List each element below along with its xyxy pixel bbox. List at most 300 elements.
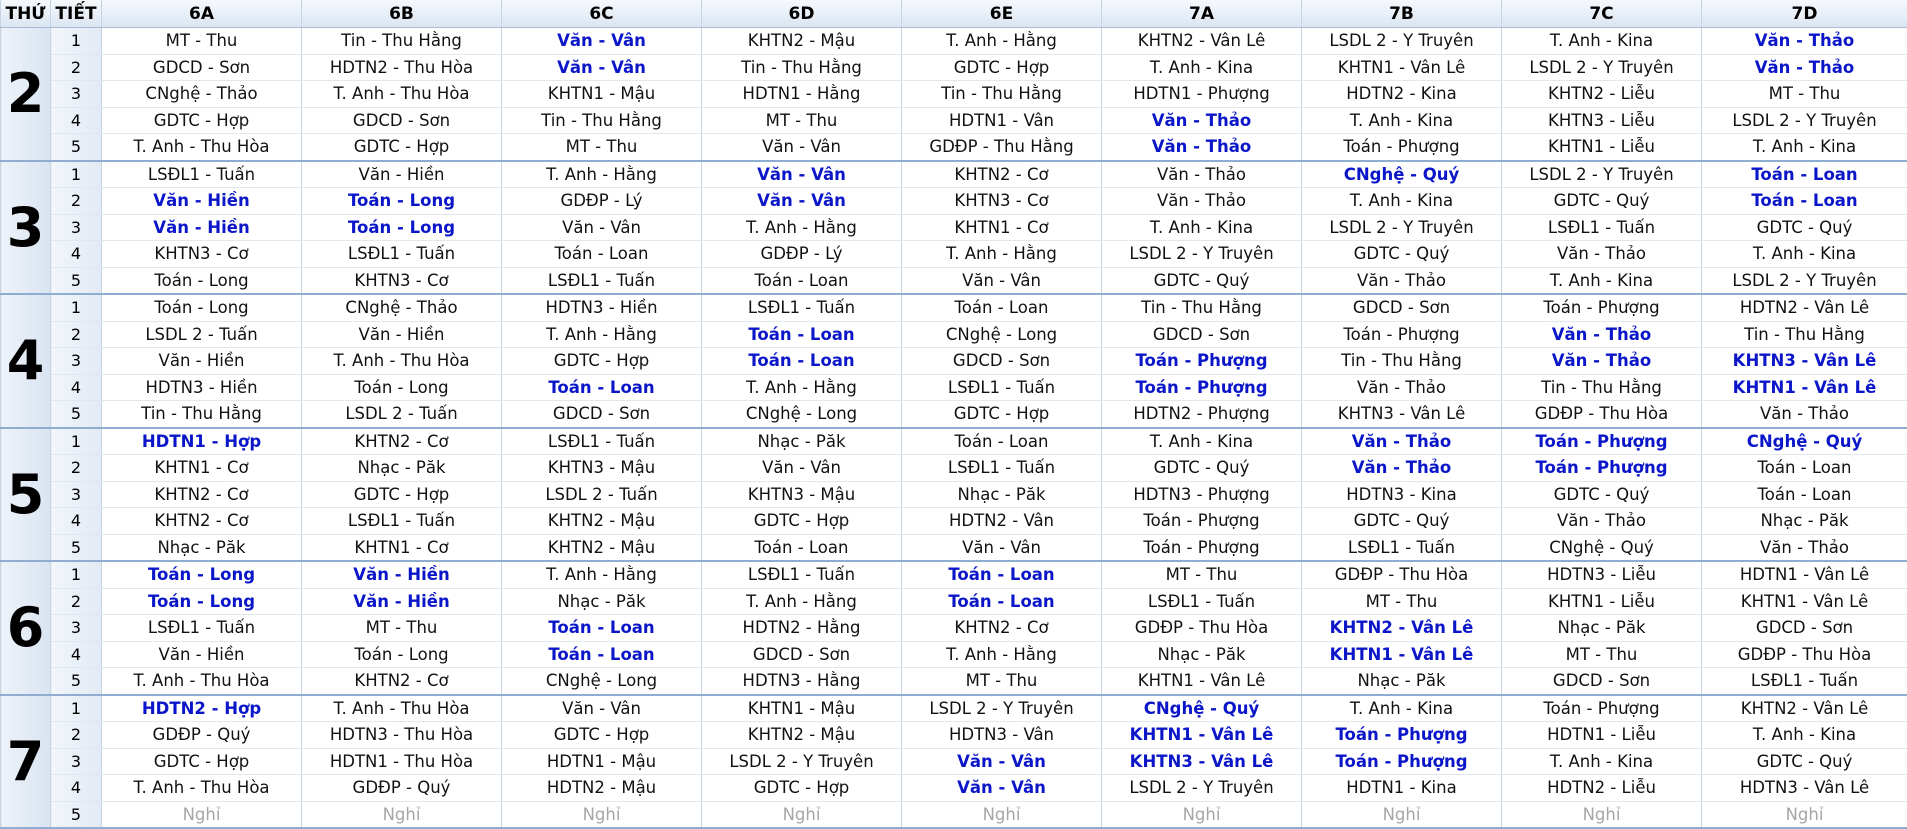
period-cell[interactable]: 4 — [51, 241, 102, 268]
lesson-cell[interactable]: Toán - Loan — [902, 294, 1102, 321]
lesson-cell[interactable]: GDTC - Quý — [1102, 455, 1302, 482]
lesson-cell[interactable]: HDTN2 - Hợp — [102, 695, 302, 722]
day-cell[interactable]: 7 — [1, 695, 51, 829]
lesson-cell[interactable]: Nhạc - Păk — [102, 534, 302, 561]
lesson-cell[interactable]: KHTN1 - Vân Lê — [1702, 588, 1907, 615]
lesson-cell[interactable]: T. Anh - Thu Hòa — [302, 348, 502, 375]
lesson-cell[interactable]: KHTN2 - Mậu — [702, 28, 902, 55]
lesson-cell[interactable]: Toán - Loan — [902, 561, 1102, 588]
lesson-cell[interactable]: LSĐL1 - Tuấn — [1102, 588, 1302, 615]
lesson-cell[interactable]: HDTN1 - Liễu — [1502, 722, 1702, 749]
lesson-cell[interactable]: Văn - Thảo — [1702, 534, 1907, 561]
lesson-cell[interactable]: T. Anh - Hằng — [702, 588, 902, 615]
day-cell[interactable]: 3 — [1, 161, 51, 295]
lesson-cell[interactable]: KHTN2 - Mậu — [502, 508, 702, 535]
lesson-cell[interactable]: KHTN2 - Mậu — [702, 722, 902, 749]
lesson-cell[interactable]: Toán - Phượng — [1302, 321, 1502, 348]
lesson-cell[interactable]: HDTN2 - Vân — [902, 508, 1102, 535]
lesson-cell[interactable]: GDCD - Sơn — [1702, 615, 1907, 642]
lesson-cell[interactable]: HDTN2 - Kina — [1302, 81, 1502, 108]
lesson-cell[interactable]: Văn - Hiền — [302, 161, 502, 188]
lesson-cell[interactable]: KHTN3 - Vân Lê — [1302, 401, 1502, 428]
lesson-cell[interactable]: LSĐL1 - Tuấn — [1702, 668, 1907, 695]
lesson-cell[interactable]: Nhạc - Păk — [502, 588, 702, 615]
header-class-6d[interactable]: 6D — [702, 0, 902, 28]
lesson-cell[interactable]: GDTC - Quý — [1102, 267, 1302, 294]
lesson-cell[interactable]: CNghệ - Thảo — [302, 294, 502, 321]
lesson-cell[interactable]: T. Anh - Hằng — [902, 641, 1102, 668]
lesson-cell[interactable]: HDTN2 - Thu Hòa — [302, 54, 502, 81]
lesson-cell[interactable]: Toán - Long — [102, 294, 302, 321]
lesson-cell[interactable]: Nghỉ — [1702, 801, 1907, 828]
period-cell[interactable]: 3 — [51, 481, 102, 508]
lesson-cell[interactable]: Tin - Thu Hằng — [302, 28, 502, 55]
lesson-cell[interactable]: T. Anh - Kina — [1702, 241, 1907, 268]
header-class-7b[interactable]: 7B — [1302, 0, 1502, 28]
lesson-cell[interactable]: Văn - Thảo — [1702, 28, 1907, 55]
lesson-cell[interactable]: Văn - Hiền — [102, 641, 302, 668]
lesson-cell[interactable]: Văn - Vân — [502, 54, 702, 81]
lesson-cell[interactable]: Toán - Long — [302, 214, 502, 241]
lesson-cell[interactable]: T. Anh - Kina — [1302, 107, 1502, 134]
lesson-cell[interactable]: Văn - Hiền — [302, 561, 502, 588]
lesson-cell[interactable]: GDTC - Hợp — [702, 508, 902, 535]
lesson-cell[interactable]: Văn - Thảo — [1302, 267, 1502, 294]
lesson-cell[interactable]: T. Anh - Kina — [1702, 722, 1907, 749]
period-cell[interactable]: 5 — [51, 801, 102, 828]
header-class-6a[interactable]: 6A — [102, 0, 302, 28]
lesson-cell[interactable]: KHTN2 - Cơ — [102, 481, 302, 508]
lesson-cell[interactable]: Văn - Thảo — [1502, 241, 1702, 268]
lesson-cell[interactable]: GDCD - Sơn — [1502, 668, 1702, 695]
lesson-cell[interactable]: Văn - Vân — [502, 214, 702, 241]
lesson-cell[interactable]: LSĐL1 - Tuấn — [902, 374, 1102, 401]
lesson-cell[interactable]: Toán - Loan — [1702, 455, 1907, 482]
lesson-cell[interactable]: Văn - Vân — [702, 161, 902, 188]
lesson-cell[interactable]: KHTN2 - Cơ — [902, 615, 1102, 642]
lesson-cell[interactable]: HDTN2 - Hằng — [702, 615, 902, 642]
lesson-cell[interactable]: LSĐL1 - Tuấn — [302, 508, 502, 535]
lesson-cell[interactable]: Văn - Thảo — [1702, 401, 1907, 428]
lesson-cell[interactable]: CNghệ - Quý — [1502, 534, 1702, 561]
lesson-cell[interactable]: T. Anh - Thu Hòa — [102, 134, 302, 161]
lesson-cell[interactable]: Toán - Loan — [502, 374, 702, 401]
lesson-cell[interactable]: KHTN1 - Vân Lê — [1102, 668, 1302, 695]
lesson-cell[interactable]: GDTC - Quý — [1502, 188, 1702, 215]
period-cell[interactable]: 4 — [51, 775, 102, 802]
lesson-cell[interactable]: Toán - Loan — [702, 321, 902, 348]
lesson-cell[interactable]: T. Anh - Kina — [1502, 28, 1702, 55]
lesson-cell[interactable]: GDTC - Hợp — [102, 107, 302, 134]
lesson-cell[interactable]: Tin - Thu Hằng — [1302, 348, 1502, 375]
lesson-cell[interactable]: KHTN2 - Vân Lê — [1102, 28, 1302, 55]
period-cell[interactable]: 3 — [51, 615, 102, 642]
period-cell[interactable]: 3 — [51, 748, 102, 775]
lesson-cell[interactable]: Văn - Vân — [502, 28, 702, 55]
lesson-cell[interactable]: T. Anh - Kina — [1102, 54, 1302, 81]
lesson-cell[interactable]: HDTN2 - Mậu — [502, 775, 702, 802]
lesson-cell[interactable]: HDTN1 - Kina — [1302, 775, 1502, 802]
lesson-cell[interactable]: KHTN1 - Mậu — [502, 81, 702, 108]
lesson-cell[interactable]: GDCD - Sơn — [702, 641, 902, 668]
lesson-cell[interactable]: GDĐP - Thu Hằng — [902, 134, 1102, 161]
lesson-cell[interactable]: KHTN1 - Vân Lê — [1302, 641, 1502, 668]
lesson-cell[interactable]: Toán - Loan — [502, 641, 702, 668]
lesson-cell[interactable]: MT - Thu — [1702, 81, 1907, 108]
lesson-cell[interactable]: CNghệ - Long — [502, 668, 702, 695]
lesson-cell[interactable]: LSDL 2 - Y Truyên — [702, 748, 902, 775]
lesson-cell[interactable]: LSĐL1 - Tuấn — [702, 294, 902, 321]
lesson-cell[interactable]: Toán - Phượng — [1102, 374, 1302, 401]
period-cell[interactable]: 4 — [51, 641, 102, 668]
lesson-cell[interactable]: LSDL 2 - Y Truyên — [1102, 775, 1302, 802]
lesson-cell[interactable]: HDTN1 - Phượng — [1102, 81, 1302, 108]
lesson-cell[interactable]: T. Anh - Kina — [1702, 134, 1907, 161]
lesson-cell[interactable]: Toán - Loan — [502, 241, 702, 268]
lesson-cell[interactable]: KHTN3 - Cơ — [102, 241, 302, 268]
lesson-cell[interactable]: LSĐL1 - Tuấn — [102, 161, 302, 188]
lesson-cell[interactable]: HDTN3 - Hiền — [502, 294, 702, 321]
period-cell[interactable]: 2 — [51, 321, 102, 348]
lesson-cell[interactable]: LSDL 2 - Y Truyên — [1102, 241, 1302, 268]
lesson-cell[interactable]: Toán - Phượng — [1102, 348, 1302, 375]
lesson-cell[interactable]: T. Anh - Thu Hòa — [302, 695, 502, 722]
lesson-cell[interactable]: GDĐP - Lý — [502, 188, 702, 215]
lesson-cell[interactable]: Văn - Thảo — [1502, 348, 1702, 375]
lesson-cell[interactable]: Nghỉ — [502, 801, 702, 828]
period-cell[interactable]: 1 — [51, 428, 102, 455]
lesson-cell[interactable]: GDTC - Quý — [1702, 214, 1907, 241]
lesson-cell[interactable]: T. Anh - Kina — [1102, 428, 1302, 455]
lesson-cell[interactable]: CNghệ - Quý — [1702, 428, 1907, 455]
lesson-cell[interactable]: LSĐL1 - Tuấn — [902, 455, 1102, 482]
lesson-cell[interactable]: Toán - Phượng — [1502, 695, 1702, 722]
day-cell[interactable]: 6 — [1, 561, 51, 695]
lesson-cell[interactable]: GDĐP - Lý — [702, 241, 902, 268]
lesson-cell[interactable]: LSDL 2 - Y Truyên — [1302, 28, 1502, 55]
period-cell[interactable]: 4 — [51, 107, 102, 134]
period-cell[interactable]: 3 — [51, 81, 102, 108]
lesson-cell[interactable]: KHTN1 - Vân Lê — [1102, 722, 1302, 749]
lesson-cell[interactable]: T. Anh - Hằng — [702, 374, 902, 401]
lesson-cell[interactable]: Văn - Hiền — [302, 588, 502, 615]
lesson-cell[interactable]: LSDL 2 - Y Truyên — [1302, 214, 1502, 241]
lesson-cell[interactable]: T. Anh - Thu Hòa — [302, 81, 502, 108]
lesson-cell[interactable]: KHTN2 - Vân Lê — [1702, 695, 1907, 722]
lesson-cell[interactable]: Toán - Loan — [902, 428, 1102, 455]
period-cell[interactable]: 2 — [51, 588, 102, 615]
lesson-cell[interactable]: Văn - Thảo — [1102, 134, 1302, 161]
lesson-cell[interactable]: MT - Thu — [102, 28, 302, 55]
lesson-cell[interactable]: LSĐL1 - Tuấn — [302, 241, 502, 268]
period-cell[interactable]: 2 — [51, 455, 102, 482]
lesson-cell[interactable]: Toán - Loan — [1702, 481, 1907, 508]
lesson-cell[interactable]: KHTN2 - Cơ — [302, 428, 502, 455]
lesson-cell[interactable]: KHTN3 - Mậu — [702, 481, 902, 508]
lesson-cell[interactable]: KHTN1 - Cơ — [902, 214, 1102, 241]
lesson-cell[interactable]: Văn - Vân — [902, 748, 1102, 775]
lesson-cell[interactable]: KHTN1 - Liễu — [1502, 588, 1702, 615]
header-class-6c[interactable]: 6C — [502, 0, 702, 28]
lesson-cell[interactable]: Văn - Vân — [702, 134, 902, 161]
lesson-cell[interactable]: HDTN3 - Hiền — [102, 374, 302, 401]
header-class-6b[interactable]: 6B — [302, 0, 502, 28]
lesson-cell[interactable]: KHTN1 - Cơ — [302, 534, 502, 561]
lesson-cell[interactable]: LSĐL1 - Tuấn — [502, 428, 702, 455]
lesson-cell[interactable]: Văn - Thảo — [1302, 455, 1502, 482]
lesson-cell[interactable]: GDCD - Sơn — [902, 348, 1102, 375]
lesson-cell[interactable]: GDĐP - Thu Hòa — [1302, 561, 1502, 588]
period-cell[interactable]: 2 — [51, 722, 102, 749]
lesson-cell[interactable]: GDĐP - Quý — [302, 775, 502, 802]
header-day[interactable]: THỨ — [1, 0, 51, 28]
lesson-cell[interactable]: GDTC - Hợp — [502, 722, 702, 749]
lesson-cell[interactable]: Nhạc - Păk — [1302, 668, 1502, 695]
lesson-cell[interactable]: GDCD - Sơn — [1302, 294, 1502, 321]
lesson-cell[interactable]: KHTN1 - Vân Lê — [1302, 54, 1502, 81]
lesson-cell[interactable]: HDTN2 - Liễu — [1502, 775, 1702, 802]
lesson-cell[interactable]: Toán - Long — [302, 188, 502, 215]
lesson-cell[interactable]: GDTC - Hợp — [902, 54, 1102, 81]
lesson-cell[interactable]: T. Anh - Hằng — [902, 28, 1102, 55]
lesson-cell[interactable]: LSDL 2 - Tuấn — [102, 321, 302, 348]
lesson-cell[interactable]: LSĐL1 - Tuấn — [502, 267, 702, 294]
lesson-cell[interactable]: T. Anh - Kina — [1102, 214, 1302, 241]
period-cell[interactable]: 3 — [51, 214, 102, 241]
lesson-cell[interactable]: Văn - Hiền — [102, 214, 302, 241]
lesson-cell[interactable]: KHTN3 - Liễu — [1502, 107, 1702, 134]
lesson-cell[interactable]: Nhạc - Păk — [1502, 615, 1702, 642]
lesson-cell[interactable]: MT - Thu — [1302, 588, 1502, 615]
lesson-cell[interactable]: Văn - Thảo — [1302, 428, 1502, 455]
lesson-cell[interactable]: Toán - Phượng — [1502, 455, 1702, 482]
lesson-cell[interactable]: Nghỉ — [302, 801, 502, 828]
lesson-cell[interactable]: GDTC - Quý — [1302, 508, 1502, 535]
lesson-cell[interactable]: Văn - Thảo — [1502, 508, 1702, 535]
lesson-cell[interactable]: Nhạc - Păk — [1702, 508, 1907, 535]
lesson-cell[interactable]: Văn - Hiền — [102, 188, 302, 215]
period-cell[interactable]: 5 — [51, 134, 102, 161]
lesson-cell[interactable]: HDTN1 - Hợp — [102, 428, 302, 455]
lesson-cell[interactable]: Toán - Long — [302, 374, 502, 401]
lesson-cell[interactable]: Văn - Hiền — [302, 321, 502, 348]
period-cell[interactable]: 4 — [51, 508, 102, 535]
lesson-cell[interactable]: Văn - Thảo — [1702, 54, 1907, 81]
header-class-6e[interactable]: 6E — [902, 0, 1102, 28]
lesson-cell[interactable]: T. Anh - Hằng — [502, 321, 702, 348]
lesson-cell[interactable]: Toán - Phượng — [1302, 722, 1502, 749]
lesson-cell[interactable]: Tin - Thu Hằng — [1502, 374, 1702, 401]
lesson-cell[interactable]: HDTN2 - Vân Lê — [1702, 294, 1907, 321]
lesson-cell[interactable]: LSDL 2 - Y Truyên — [1702, 107, 1907, 134]
lesson-cell[interactable]: HDTN1 - Vân Lê — [1702, 561, 1907, 588]
lesson-cell[interactable]: Nghỉ — [1102, 801, 1302, 828]
day-cell[interactable]: 2 — [1, 28, 51, 161]
lesson-cell[interactable]: Văn - Vân — [902, 534, 1102, 561]
period-cell[interactable]: 4 — [51, 374, 102, 401]
lesson-cell[interactable]: LSĐL1 - Tuấn — [1502, 214, 1702, 241]
lesson-cell[interactable]: KHTN1 - Cơ — [102, 455, 302, 482]
lesson-cell[interactable]: LSDL 2 - Y Truyên — [902, 695, 1102, 722]
lesson-cell[interactable]: Toán - Phượng — [1502, 428, 1702, 455]
lesson-cell[interactable]: GDĐP - Thu Hòa — [1502, 401, 1702, 428]
header-class-7c[interactable]: 7C — [1502, 0, 1702, 28]
lesson-cell[interactable]: Tin - Thu Hằng — [1702, 321, 1907, 348]
lesson-cell[interactable]: Văn - Thảo — [1102, 188, 1302, 215]
lesson-cell[interactable]: KHTN1 - Mậu — [702, 695, 902, 722]
lesson-cell[interactable]: CNghệ - Thảo — [102, 81, 302, 108]
lesson-cell[interactable]: GDCD - Sơn — [1102, 321, 1302, 348]
lesson-cell[interactable]: GDTC - Hợp — [302, 481, 502, 508]
period-cell[interactable]: 3 — [51, 348, 102, 375]
lesson-cell[interactable]: Nghỉ — [1302, 801, 1502, 828]
lesson-cell[interactable]: Tin - Thu Hằng — [102, 401, 302, 428]
lesson-cell[interactable]: MT - Thu — [702, 107, 902, 134]
lesson-cell[interactable]: Toán - Phượng — [1102, 508, 1302, 535]
lesson-cell[interactable]: Toán - Phượng — [1502, 294, 1702, 321]
lesson-cell[interactable]: Nhạc - Păk — [302, 455, 502, 482]
period-cell[interactable]: 5 — [51, 267, 102, 294]
lesson-cell[interactable]: GDTC - Quý — [1702, 748, 1907, 775]
lesson-cell[interactable]: HDTN1 - Mậu — [502, 748, 702, 775]
lesson-cell[interactable]: Toán - Phượng — [1102, 534, 1302, 561]
lesson-cell[interactable]: Nhạc - Păk — [902, 481, 1102, 508]
lesson-cell[interactable]: Nhạc - Păk — [1102, 641, 1302, 668]
lesson-cell[interactable]: HDTN3 - Thu Hòa — [302, 722, 502, 749]
lesson-cell[interactable]: CNghệ - Long — [702, 401, 902, 428]
lesson-cell[interactable]: KHTN3 - Mậu — [502, 455, 702, 482]
lesson-cell[interactable]: HDTN1 - Hằng — [702, 81, 902, 108]
lesson-cell[interactable]: T. Anh - Kina — [1302, 188, 1502, 215]
lesson-cell[interactable]: T. Anh - Kina — [1502, 267, 1702, 294]
lesson-cell[interactable]: MT - Thu — [302, 615, 502, 642]
lesson-cell[interactable]: KHTN1 - Vân Lê — [1702, 374, 1907, 401]
lesson-cell[interactable]: KHTN3 - Cơ — [302, 267, 502, 294]
period-cell[interactable]: 1 — [51, 294, 102, 321]
period-cell[interactable]: 5 — [51, 534, 102, 561]
period-cell[interactable]: 1 — [51, 695, 102, 722]
period-cell[interactable]: 2 — [51, 188, 102, 215]
lesson-cell[interactable]: HDTN3 - Vân Lê — [1702, 775, 1907, 802]
lesson-cell[interactable]: Toán - Loan — [702, 267, 902, 294]
lesson-cell[interactable]: KHTN2 - Cơ — [302, 668, 502, 695]
day-cell[interactable]: 5 — [1, 428, 51, 562]
lesson-cell[interactable]: Văn - Hiền — [102, 348, 302, 375]
lesson-cell[interactable]: HDTN3 - Liễu — [1502, 561, 1702, 588]
lesson-cell[interactable]: GDCD - Sơn — [502, 401, 702, 428]
header-class-7a[interactable]: 7A — [1102, 0, 1302, 28]
lesson-cell[interactable]: Nhạc - Păk — [702, 428, 902, 455]
lesson-cell[interactable]: Tin - Thu Hằng — [702, 54, 902, 81]
lesson-cell[interactable]: KHTN2 - Vân Lê — [1302, 615, 1502, 642]
lesson-cell[interactable]: GDĐP - Thu Hòa — [1702, 641, 1907, 668]
period-cell[interactable]: 1 — [51, 161, 102, 188]
lesson-cell[interactable]: T. Anh - Thu Hòa — [102, 668, 302, 695]
lesson-cell[interactable]: GDCD - Sơn — [102, 54, 302, 81]
lesson-cell[interactable]: GDTC - Hợp — [502, 348, 702, 375]
period-cell[interactable]: 1 — [51, 561, 102, 588]
lesson-cell[interactable]: Văn - Thảo — [1102, 161, 1302, 188]
lesson-cell[interactable]: Toán - Loan — [902, 588, 1102, 615]
lesson-cell[interactable]: KHTN2 - Cơ — [902, 161, 1102, 188]
lesson-cell[interactable]: Văn - Vân — [902, 775, 1102, 802]
lesson-cell[interactable]: Tin - Thu Hằng — [902, 81, 1102, 108]
lesson-cell[interactable]: GDTC - Hợp — [302, 134, 502, 161]
lesson-cell[interactable]: Toán - Long — [102, 588, 302, 615]
lesson-cell[interactable]: LSDL 2 - Y Truyên — [1502, 54, 1702, 81]
lesson-cell[interactable]: T. Anh - Hằng — [502, 561, 702, 588]
lesson-cell[interactable]: Nghỉ — [1502, 801, 1702, 828]
lesson-cell[interactable]: Văn - Thảo — [1302, 374, 1502, 401]
lesson-cell[interactable]: Văn - Thảo — [1502, 321, 1702, 348]
lesson-cell[interactable]: KHTN2 - Cơ — [102, 508, 302, 535]
lesson-cell[interactable]: Văn - Vân — [502, 695, 702, 722]
lesson-cell[interactable]: KHTN3 - Vân Lê — [1102, 748, 1302, 775]
lesson-cell[interactable]: KHTN2 - Mậu — [502, 534, 702, 561]
lesson-cell[interactable]: KHTN2 - Liễu — [1502, 81, 1702, 108]
lesson-cell[interactable]: Toán - Loan — [1702, 188, 1907, 215]
lesson-cell[interactable]: T. Anh - Kina — [1302, 695, 1502, 722]
lesson-cell[interactable]: MT - Thu — [1102, 561, 1302, 588]
lesson-cell[interactable]: LSDL 2 - Y Truyên — [1502, 161, 1702, 188]
lesson-cell[interactable]: GDTC - Hợp — [902, 401, 1102, 428]
period-cell[interactable]: 2 — [51, 54, 102, 81]
lesson-cell[interactable]: LSDL 2 - Y Truyên — [1702, 267, 1907, 294]
period-cell[interactable]: 5 — [51, 668, 102, 695]
lesson-cell[interactable]: Văn - Vân — [702, 188, 902, 215]
lesson-cell[interactable]: T. Anh - Hằng — [702, 214, 902, 241]
lesson-cell[interactable]: GDTC - Quý — [1502, 481, 1702, 508]
lesson-cell[interactable]: T. Anh - Kina — [1502, 748, 1702, 775]
lesson-cell[interactable]: KHTN3 - Vân Lê — [1702, 348, 1907, 375]
lesson-cell[interactable]: GDTC - Quý — [1302, 241, 1502, 268]
lesson-cell[interactable]: LSDL 2 - Tuấn — [302, 401, 502, 428]
header-period[interactable]: TIẾT — [51, 0, 102, 28]
lesson-cell[interactable]: Văn - Vân — [702, 455, 902, 482]
lesson-cell[interactable]: Văn - Thảo — [1102, 107, 1302, 134]
lesson-cell[interactable]: Nghỉ — [702, 801, 902, 828]
lesson-cell[interactable]: HDTN1 - Thu Hòa — [302, 748, 502, 775]
header-class-7d[interactable]: 7D — [1702, 0, 1907, 28]
lesson-cell[interactable]: Toán - Loan — [502, 615, 702, 642]
lesson-cell[interactable]: GDĐP - Quý — [102, 722, 302, 749]
lesson-cell[interactable]: T. Anh - Hằng — [902, 241, 1102, 268]
lesson-cell[interactable]: GDĐP - Thu Hòa — [1102, 615, 1302, 642]
lesson-cell[interactable]: T. Anh - Hằng — [502, 161, 702, 188]
lesson-cell[interactable]: HDTN2 - Phượng — [1102, 401, 1302, 428]
lesson-cell[interactable]: LSĐL1 - Tuấn — [1302, 534, 1502, 561]
lesson-cell[interactable]: Toán - Loan — [702, 534, 902, 561]
lesson-cell[interactable]: Nghỉ — [102, 801, 302, 828]
lesson-cell[interactable]: Toán - Loan — [702, 348, 902, 375]
lesson-cell[interactable]: LSDL 2 - Tuấn — [502, 481, 702, 508]
lesson-cell[interactable]: HDTN3 - Phượng — [1102, 481, 1302, 508]
lesson-cell[interactable]: CNghệ - Quý — [1302, 161, 1502, 188]
lesson-cell[interactable]: GDTC - Hợp — [702, 775, 902, 802]
lesson-cell[interactable]: LSĐL1 - Tuấn — [102, 615, 302, 642]
lesson-cell[interactable]: HDTN1 - Vân — [902, 107, 1102, 134]
lesson-cell[interactable]: HDTN3 - Vân — [902, 722, 1102, 749]
lesson-cell[interactable]: GDCD - Sơn — [302, 107, 502, 134]
lesson-cell[interactable]: Toán - Phượng — [1302, 134, 1502, 161]
period-cell[interactable]: 1 — [51, 28, 102, 55]
lesson-cell[interactable]: T. Anh - Thu Hòa — [102, 775, 302, 802]
period-cell[interactable]: 5 — [51, 401, 102, 428]
lesson-cell[interactable]: Văn - Vân — [902, 267, 1102, 294]
lesson-cell[interactable]: GDTC - Hợp — [102, 748, 302, 775]
lesson-cell[interactable]: Nghỉ — [902, 801, 1102, 828]
lesson-cell[interactable]: Toán - Long — [102, 267, 302, 294]
